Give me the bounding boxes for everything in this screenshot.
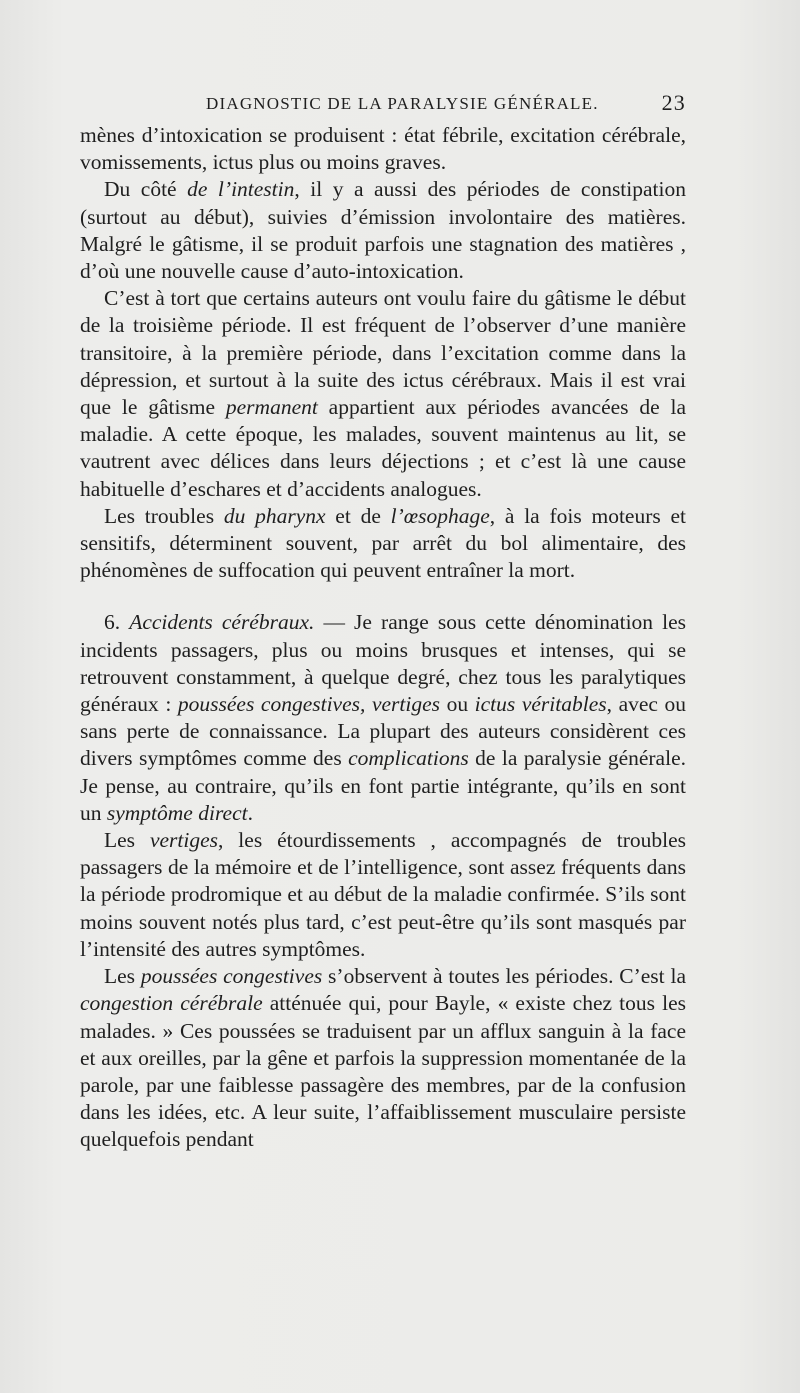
paragraph-poussees-congestives: Les poussées congestives s’observent à toutes les périodes. C’est la congestion cérébrale atténuée qui, pour Bayle, « existe chez tous les malades. » Ces poussées se traduisent par un afflux sanguin à la face et aux oreilles, par la gêne et parfois la suppression momentanée de la parole, par une faiblesse passagère des membres, par de la confusion dans les idées, etc. A leur suite, l’affaiblissement musculaire persiste quelquefois pendant bbox=[80, 964, 686, 1152]
running-title: DIAGNOSTIC DE LA PARALYSIE GÉNÉRALE. bbox=[206, 94, 599, 113]
paragraph-intestin: Du côté de l’intestin, il y a aussi des périodes de constipation (surtout au début), suivies d’émission involontaire des matières. Malgré le gâtisme, il se produit parfois une stagnation des matières , d’où une nouvelle cause d’auto-intoxication. bbox=[80, 177, 686, 284]
paragraph-intoxication: mènes d’intoxication se produisent : état fébrile, excitation cérébrale, vomissements, ictus plus ou moins graves. bbox=[80, 123, 686, 175]
paragraph-pharynx: Les troubles du pharynx et de l’œsophage, à la fois moteurs et sensitifs, déterminent souvent, par arrêt du bol alimentaire, des phénomènes de suffocation qui peuvent entraîner la mort. bbox=[80, 503, 687, 583]
paragraph-gatisme: C’est à tort que certains auteurs ont voulu faire du gâtisme le début de la troisième période. Il est fréquent de l’observer d’une manière transitoire, à la première période, dans l’excitation comme dans la dépression, et surtout à la suite des ictus cérébraux. Mais il est vrai que le gâtisme permanent appartient aux périodes avancées de la maladie. A cette époque, les malades, souvent maintenus au lit, se vautrent avec délices dans leurs déjections ; et c’est là une cause habituelle d’eschares et d’accidents analogues. bbox=[80, 286, 686, 501]
running-head bbox=[80, 90, 686, 118]
paragraph-vertiges: Les vertiges, les étourdissements , accompagnés de troubles passagers de la mémoire et de l’intelligence, sont assez fréquents dans la période prodromique et au début de la maladie confirmée. S’ils sont moins souvent notés plus tard, c’est peut-être qu’ils sont masqués par l’intensité des autres symptômes. bbox=[80, 828, 686, 961]
page-number: 23 bbox=[661, 90, 686, 115]
body-text bbox=[80, 122, 686, 1154]
paragraph-accidents-cerebraux: 6. Accidents cérébraux. — Je range sous cette dénomination les incidents passagers, plus ou moins brusques et intenses, qui se retrouvent constamment, à quelque degré, chez tous les paralytiques généraux : poussées congestives, vertiges ou ictus véritables, avec ou sans perte de connaissance. La plupart des auteurs considèrent ces divers symptômes comme des complications de la paralysie générale. Je pense, au contraire, qu’ils en font partie intégrante, qu’ils en sont un symptôme direct. bbox=[80, 610, 687, 825]
